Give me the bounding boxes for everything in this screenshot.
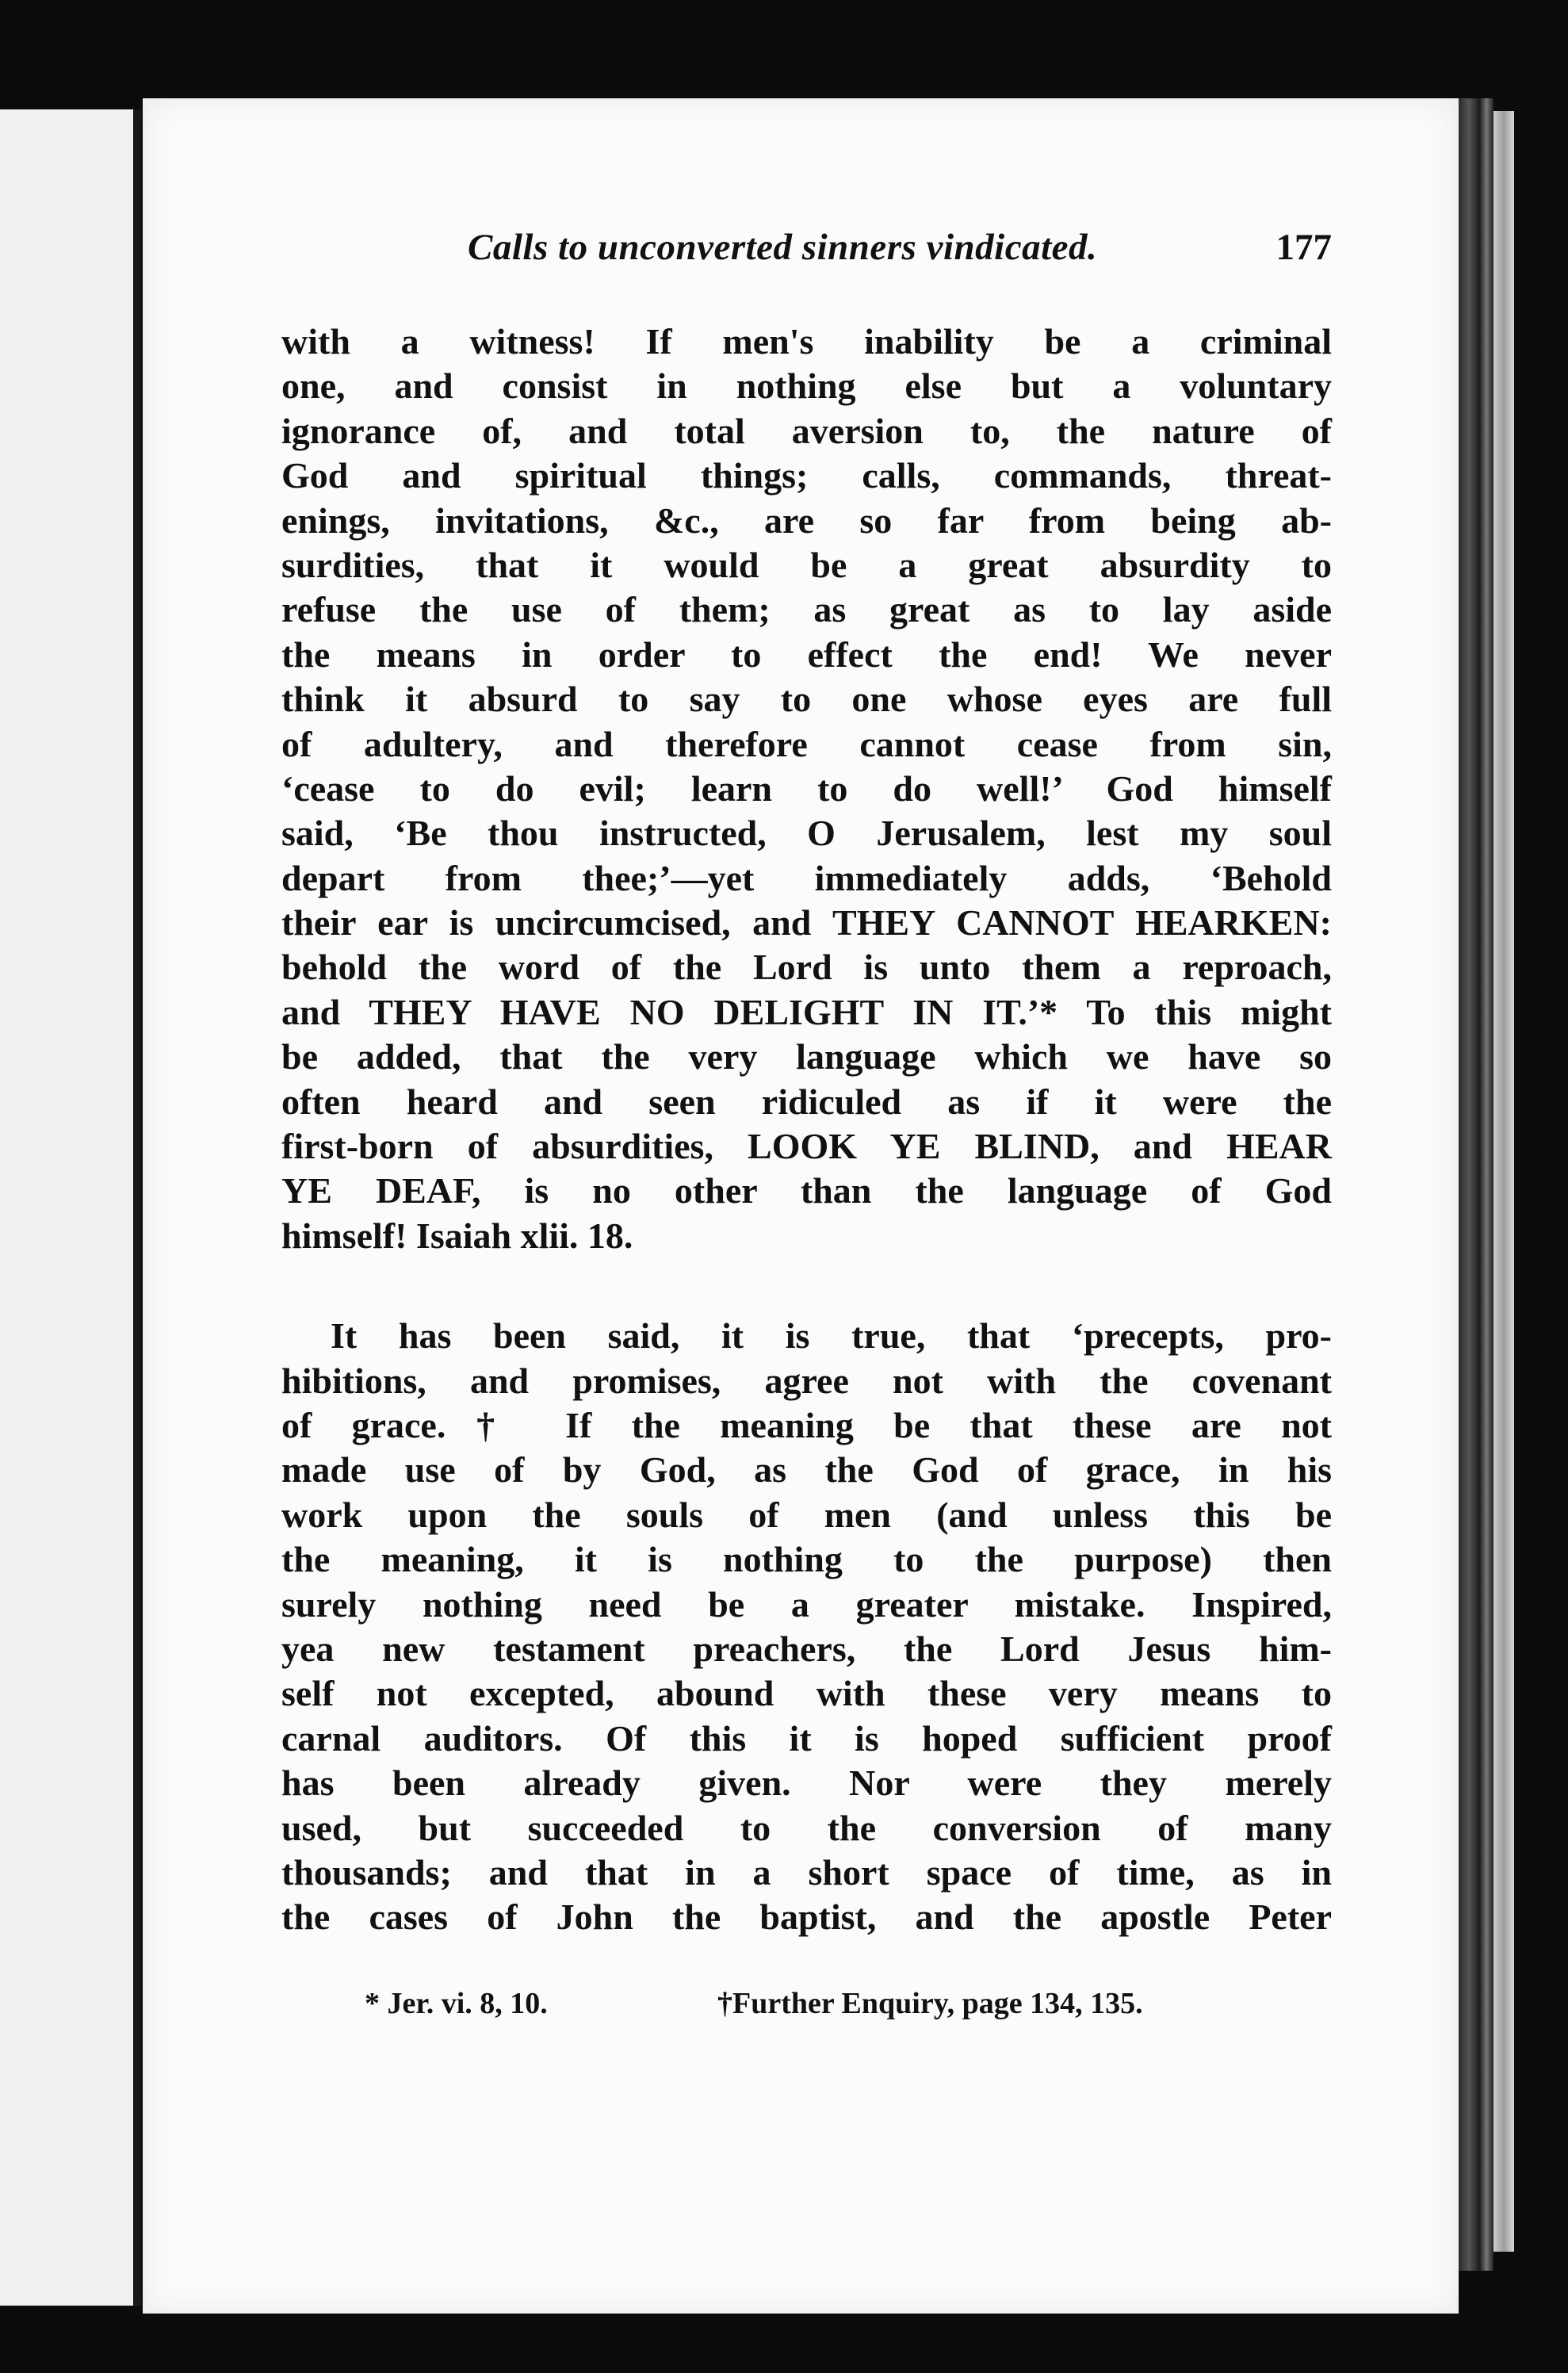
text-line: one, and consist in nothing else but a voluntary [281,366,1332,407]
text-line: surely nothing need be a greater mistake. Inspired, [281,1583,1332,1625]
text-line: God and spiritual things; calls, commands, threat- [281,455,1332,496]
text-line: YE DEAF, is no other than the language of God [281,1170,1332,1211]
text-line: first-born of absurdities, LOOK YE BLIND, and HEAR [281,1126,1332,1167]
text-line: thousands; and that in a short space of time, as in [281,1851,1332,1893]
text-line: the means in order to effect the end! We never [281,633,1332,675]
text-line: used, but succeeded to the conversion of many [281,1807,1332,1848]
text-line: refuse the use of them; as great as to lay aside [281,589,1332,630]
text-line: said, ‘Be thou instructed, O Jerusalem, lest my soul [281,813,1332,854]
running-title: Calls to unconverted sinners vindicated. [468,227,1098,268]
body-text [281,320,1332,1940]
paragraph-2 [281,1314,1332,1939]
text-line: carnal auditors. Of this it is hoped sufficient proof [281,1717,1332,1759]
text-line: ignorance of, and total aversion to, the nature of [281,410,1332,451]
text-line: the meaning, it is nothing to the purpose) then [281,1539,1332,1580]
text-line: enings, invitations, &c., are so far from being ab- [281,499,1332,541]
text-line: It has been said, it is true, that ‘precepts, pro- [331,1315,1332,1357]
text-line: yea new testament preachers, the Lord Jesus him- [281,1628,1332,1669]
text-line: the cases of John the baptist, and the apostle Peter [281,1896,1332,1938]
text-line: often heard and seen ridiculed as if it were the [281,1081,1332,1122]
text-line: has been already given. Nor were they merely [281,1763,1332,1804]
text-line: depart from thee;’—yet immediately adds, ‘Behold [281,857,1332,898]
text-line: be added, that the very language which we have so [281,1036,1332,1077]
text-line: and THEY HAVE NO DELIGHT IN IT.’* To this might [281,991,1332,1032]
text-line: behold the word of the Lord is unto them a reproach, [281,947,1332,988]
footnotes [365,1986,1276,2034]
text-line: made use of by God, as the God of grace, in his [281,1449,1332,1491]
text-line: hibitions, and promises, agree not with the covenant [281,1360,1332,1401]
footnote-2: †Further Enquiry, page 134, 135. [717,1987,1143,2020]
text-line: surdities, that it would be a great absurdity to [281,544,1332,585]
text-line: their ear is uncircumcised, and THEY CANNOT HEARKEN: [281,902,1332,943]
text-line: work upon the souls of men (and unless this be [281,1494,1332,1535]
text-line: ‘cease to do evil; learn to do well!’ God himself [281,767,1332,809]
text-line: think it absurd to say to one whose eyes are full [281,679,1332,720]
page-number: 177 [1275,227,1332,268]
running-head [468,226,1332,281]
text-line: with a witness! If men's inability be a criminal [281,321,1332,362]
footnote-1: * Jer. vi. 8, 10. [365,1987,548,2020]
text-line: self not excepted, abound with these very means to [281,1673,1332,1714]
text-line: himself! Isaiah xlii. 18. [281,1215,633,1256]
text-line: of grace.† If the meaning be that these are not [281,1404,1332,1445]
paragraph-1 [281,320,1332,1258]
page-spine-edge [1459,98,1493,2271]
paragraph-gap [281,1258,1332,1314]
facing-page-edge [0,109,141,2306]
text-line: of adultery, and therefore cannot cease from sin, [281,723,1332,764]
page-stack-edge [1493,111,1514,2252]
